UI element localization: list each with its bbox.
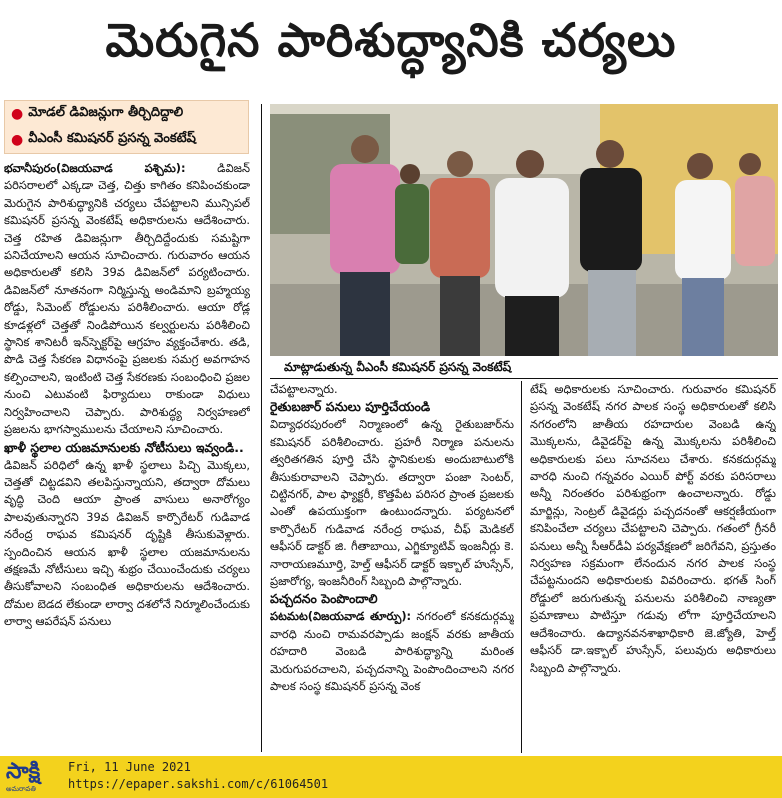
column-1-para-2: డివిజన్ పరిధిలో ఉన్న ఖాళీ స్థలాలు పిచ్చి మొక్కలు, చెత్తతో చిట్టడవిని తలపిస్తున్నాయని, తద్వారా దోమలు వృద్ధి చెంది ఆయా ప్రాంత వాసులు అనారోగ్యం పాలవుతున్నారని 39వ డివిజన్ కార్పొరేటర్ గుడివాడ నరేంద్ర రాఘవ కమిషనర్ దృష్టికి తీసుకువెళ్లారు. స్పందించిన ఆయన ఖాళీ స్థలాల యజమానులను తక్షణమే నోటీసులు ఇచ్చి శుభ్రం చేయించేందుకు చర్యలు తీసుకోవాలని సంబంధిత అధికారులను ఆదేశించారు. దోమల బెడద లేకుండా లార్వా దశలోనే నిర్మూలించేందుకు లార్వా ఆపరేషన్ పనులు — [4, 457, 250, 629]
subheading-greenery: పచ్చదనం పెంపొందాలి — [270, 591, 378, 607]
subheading-2 — [5, 127, 248, 153]
bullet-icon: ● — [11, 106, 24, 122]
dateline: భవానీపురం(విజయవాడ పశ్చిమ): — [4, 161, 186, 175]
column-2-lead: చేపట్టాలన్నారు. — [270, 382, 338, 396]
page-headline: మెరుగైన పారిశుద్ధ్యానికి చర్యలు — [105, 13, 677, 67]
article-column-3 — [530, 381, 776, 753]
subheading-1-text: మోడల్ డివిజన్లుగా తీర్చిదిద్దాలి — [28, 105, 184, 120]
body-text: నగరంలో కనకదుర్గమ్మ వారధి నుంచి రామవరప్పాడు జంక్షన్ వరకు జాతీయ రహదారి వెంబడి పారిశుద్ధ్యాన్ని మరింత మెరుగుపరచాలని, పచ్చదనాన్ని పెంపొందించాలని నగర పాలక సంస్థ కమిషనర్ ప్రసన్న వెంక — [270, 609, 514, 694]
photo-illustration — [270, 104, 778, 356]
subheading-2-text: వీఎంసీ కమిషనర్ ప్రసన్న వెంకటేష్ — [28, 131, 196, 146]
bullet-icon: ● — [11, 132, 24, 148]
column-3-text: టేష్ అధికారులకు సూచించారు. గురువారం కమిషనర్ ప్రసన్న వెంకటేష్ నగర పాలక సంస్థ అధికారులతో కలిసి నగరంలోని జాతీయ రహదారుల వెంబడి ఉన్న మొక్కలను, డివైడర్‌పై ఉన్న మొక్కలను పరిశీలించి అధికారులకు పలు సూచనలు చేశారు. కనకదుర్గమ్మ వారధి నుంచి గన్నవరం ఎయిర్ పోర్ట్ వరకు పరిసరాలు అన్నీ నిరంతరం పరిశుభ్రంగా ఉంచాలన్నారు. రోడ్డు మార్జిన్లు, సెంట్రల్ డివైడర్లు పచ్చదనంతో ఆకర్షణీయంగా కనిపించేలా చర్యలు చేపట్టాలని చెప్పారు. గతంలో గ్రీనరీ పనులు అన్నీ సీఆర్‌డీఏ పర్యవేక్షణలో జరిగేవని, ప్రస్తుతం నిర్వహణ సక్రమంగా లేనందున నగర పాలక సంస్థ చేపట్టనుందని అధికారులకు వివరించారు. భగత్ సింగ్ రోడ్డులో జరుగుతున్న పనులను పరిశీలించి నాణ్యతా ప్రమాణాలు పాటిస్తూ గడువు లోగా పూర్తిచేయాలని ఆదేశించారు. ఉద్యానవనశాఖాధికారి జె.జ్యోతి, హెల్త్ ఆఫీసర్ డా.ఇక్బాల్ హుస్సేన్, పలువురు అధికారులు సిబ్బంది పాల్గొన్నారు. — [530, 382, 776, 675]
epaper-link[interactable]: https://epaper.sakshi.com/c/61064501 — [68, 777, 329, 791]
body-text: డివిజన్ పరిసరాలలో ఎక్కడా చెత్త, చిత్తు కాగితం కనిపించకుండా మెరుగైన పారిశుద్ధ్యానికి చర్యలు చేపట్టాలని మున్సిపల్ కమిషనర్ ప్రసన్న వెంకటేష్ అధికారులను ఆదేశించారు. చెత్త రహిత డివిజన్లుగా తీర్చిదిద్దేందుకు సమష్టిగా పనిచేయాలని ఆయన సూచించారు. గురువారం ఆయన అధికారులతో కలిసి 39వ డివిజన్‌లో పర్యటించారు. డివిజన్‌లో నూతనంగా నిర్మిస్తున్న అండిమాని బ్రహ్మయ్య రోడ్డు, సిమెంట్ రోడ్డులను పరిశీలించారు. ఆయా రోడ్ల కూడళ్లలో చెత్తతో నిండిపోయిన కల్వర్టులను పరిశీలించి స్థానిక శానిటరీ ఇన్‌స్పెక్టర్‌పై ఆగ్రహం వ్యక్తంచేశారు. తడి, పొడి చెత్త సేకరణ విధానంపై ప్రజలకు సమగ్ర అవగాహన కల్పించాలని, ఇంటింటి చెత్త సేకరణకు సంబంధించి ప్రజల నుంచి ఎటువంటి ఫిర్యాదులు రాకుండా విధులు నిర్వహించాలని చెప్పారు. పారిశుద్ధ్య నిర్వహణలో ప్రజలను భాగస్వాములను చేయాలని సూచించారు. — [4, 161, 250, 437]
logo-text: సాక్షి — [6, 759, 41, 784]
article-column-1 — [4, 160, 250, 754]
caption-divider — [270, 378, 778, 379]
sakshi-logo — [6, 759, 62, 795]
dateline-2: పటమట(విజయవాడ తూర్పు): — [270, 609, 412, 624]
column-2-para-1: విద్యాధరపురంలో నిర్మాణంలో ఉన్న రైతుబజార్‌ను కమిషనర్ పరిశీలించారు. ప్రహరీ నిర్మాణ పనులను త్వరితగతిన పూర్తి చేసి స్థానికులకు అందుబాటులోకి తీసుకురావాలని చెప్పారు. తద్వారా పంజా సెంటర్, చిట్టినగర్, పాల ఫ్యాక్టరీ, కొత్తపేట పరిసర ప్రాంత ప్రజలకు ఎంతో ఉపయుక్తంగా ఉంటుందన్నారు. పర్యటనలో కార్పొరేటర్ గుడివాడ నరేంద్ర రాఘవ, చీఫ్ మెడికల్ ఆఫీసర్ డాక్టర్ జి. గీతాబాయి, ఎగ్జిక్యూటివ్ ఇంజనీర్లు కె. నారాయణమూర్తి, హెల్త్ ఆఫీసర్ డాక్టర్ ఇక్బాల్ హుస్సేన్, ప్రజారోగ్య, ఇంజనీరింగ్ సిబ్బంది పాల్గొన్నారు. — [270, 417, 514, 589]
column-divider — [521, 381, 522, 753]
publication-date: Fri, 11 June 2021 — [68, 760, 191, 774]
photo-caption: మాట్లాడుతున్న వీఎంసీ కమిషనర్ ప్రసన్న వెంకటేష్ — [284, 360, 512, 374]
news-photo — [270, 104, 778, 356]
article-column-2 — [270, 381, 514, 753]
subheadings-box — [4, 100, 249, 154]
footer-bar — [0, 756, 782, 798]
column-1-para-1 — [4, 160, 250, 439]
subheading-rythu-bazar: రైతుబజార్ పనులు పూర్తిచేయండి — [270, 399, 431, 415]
logo-edition: అమరావతి — [6, 785, 36, 793]
subheading-1 — [5, 101, 248, 127]
column-2-para-2 — [270, 608, 514, 695]
subheading-vacant-lands: ఖాళీ స్థలాల యజమానులకు నోటీసులు ఇవ్వండి.. — [4, 439, 244, 455]
column-divider — [261, 104, 262, 752]
